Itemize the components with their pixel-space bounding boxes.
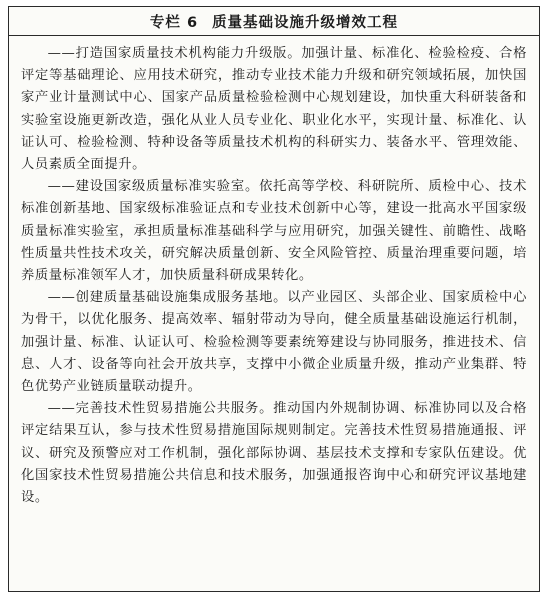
column-content bbox=[9, 36, 539, 509]
column-box bbox=[8, 6, 540, 592]
paragraph-standard-labs: ——建设国家级质量标准实验室。依托高等学校、科研院所、质检中心、技术标准创新基地、国家级标准验证点和专业技术创新中心等，建设一批高水平国家级质量标准实验室，承担质量标准基础科学与应用研究，加强关键性、前瞻性、战略性质量共性技术攻关，研究解决质量创新、安全风险管控、质量治理重要问题，培养质量标准领军人才，加快质量科研成果转化。 bbox=[21, 179, 527, 284]
column-header bbox=[9, 7, 539, 36]
paragraph-tech-institutions: ——打造国家质量技术机构能力升级版。加强计量、标准化、检验检疫、合格评定等基础理论、应用技术研究，推动专业技术能力升级和研究领域拓展，加快国家产业计量测试中心、国家产品质量检验检测中心规划建设，加快重大科研装备和实验室设施更新改造，强化从业人员专业化、职业化水平，实现计量、标准化、认证认可、检验检测、特种设备等质量技术机构的科研实力、装备水平、管理效能、人员素质全面提升。 bbox=[21, 46, 527, 173]
column-title: 质量基础设施升级增效工程 bbox=[212, 14, 399, 31]
paragraph-service-bases: ——创建质量基础设施集成服务基地。以产业园区、头部企业、国家质检中心为骨干，以优化服务、提高效率、辐射带动为导向，健全质量基础设施运行机制，加强计量、标准、认证认可、检验检测等要素统筹建设与协同服务，推进技术、信息、人才、设备等向社会开放共享，支撑中小微企业质量升级，推动产业集群、特色优势产业链质量联动提升。 bbox=[21, 290, 527, 395]
paragraph-trade-measures: ——完善技术性贸易措施公共服务。推动国内外规制协调、标准协同以及合格评定结果互认，参与技术性贸易措施国际规则制定。完善技术性贸易措施通报、评议、研究及预警应对工作机制，强化部际协调、基层技术支撑和专家队伍建设。优化国家技术性贸易措施公共信息和技术服务，加强通报咨询中心和研究评议基地建设。 bbox=[21, 401, 527, 506]
column-label: 专栏 6 bbox=[149, 14, 199, 31]
